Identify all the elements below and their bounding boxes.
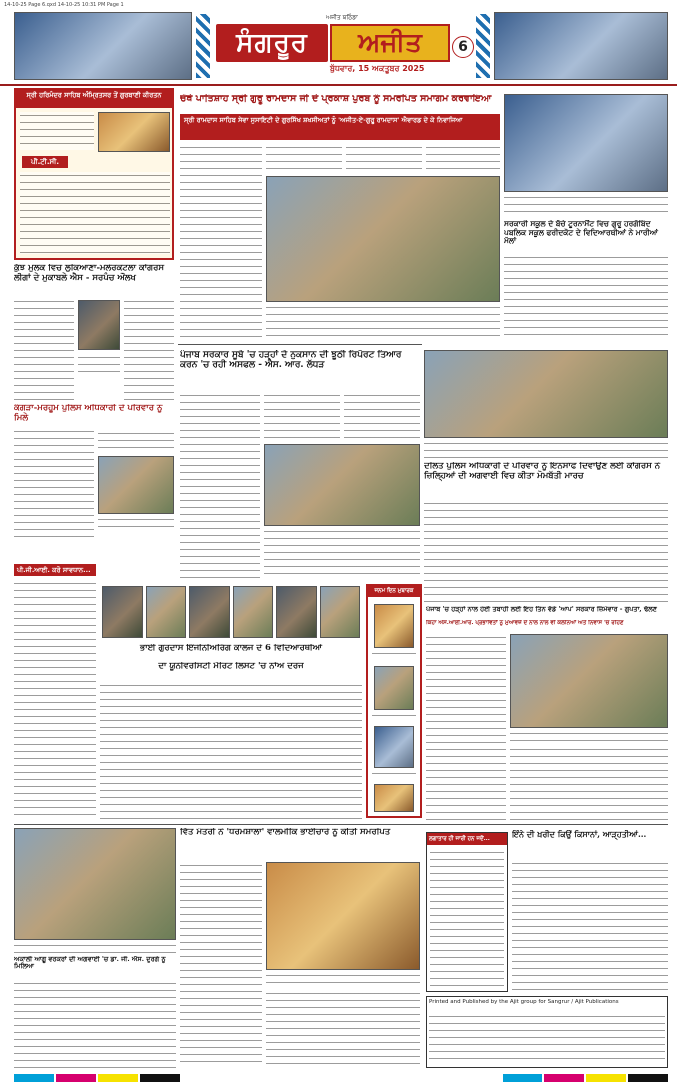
student-photo-1: [102, 586, 143, 638]
birthday-caption-1: [372, 650, 416, 660]
right3-body-1: [426, 634, 506, 824]
right2-caption: [424, 440, 668, 460]
bottom-right-tag: ਲਗਾਤਾਰ ਹੀ ਜਾਰੀ ਹਨ ਜਦੋਂ...: [427, 833, 507, 845]
top-main-photo: [266, 176, 500, 302]
left2-photo: [98, 456, 174, 514]
title-right: ਅਜੀਤ: [330, 24, 450, 62]
right3-caption: [510, 730, 668, 742]
center-flood-caption: [264, 528, 420, 578]
bottom-right-tag-box: [426, 832, 508, 992]
student-photo-5: [276, 586, 317, 638]
bottom-right-tag-body: [430, 849, 504, 987]
top-main-subhead: ਸ੍ਰੀ ਰਾਮਦਾਸ ਸਾਹਿਬ ਸੇਵਾ ਸੁਸਾਇਟੀ ਦੇ ਗੁਰਸਿੱਖ ਸ਼ਖਸੀਅਤਾਂ ਨੂੰ 'ਅਜੀਤ-ਏ-ਗੁਰੂ ਰਾਮਦਾਸ' ਐਵਾਰਡ ਦੇ ਕੇ ਨਿਵਾਜਿਆ: [180, 114, 500, 140]
top-main-caption: [266, 304, 500, 342]
birthday-photo-4: [374, 784, 414, 812]
right3-body-2: [510, 746, 668, 824]
imprint-body: [429, 1013, 665, 1065]
birthday-label: ਜਨਮ ਦਿਨ ਮੁਬਾਰਕ: [368, 586, 420, 597]
paper-tag: ਅਜੀਤ ਬਠਿੰਡਾ: [326, 14, 358, 21]
ad-title: ਸ੍ਰੀ ਹਰਿਮੰਦਰ ਸਾਹਿਬ ਅੰਮ੍ਰਿਤਸਰ ਤੋਂ ਗੁਰਬਾਣੀ ਕੀਰਤਨ: [16, 90, 172, 108]
student-photo-6: [320, 586, 361, 638]
bottom-left-headline: ਅਕਾਲੀ ਆਗੂ ਵਰਕਰਾਂ ਦੀ ਅਗਵਾਈ 'ਚ ਡਾ. ਜੀ. ਐਸ. ਦੁਰਗੇ ਨੂੰ ਮਿਲਿਆ: [14, 956, 166, 971]
right2-headline: ਦਲਿਤ ਪੁਲਿਸ ਅਧਿਕਾਰੀ ਦੇ ਪਰਿਵਾਰ ਨੂੰ ਇਨਸਾਫ ਦਿਵਾਉਣ ਲਈ ਕਾਂਗਰਸ ਨੇ ਜ਼ਿਲ੍ਹਿਆਂ ਦੀ ਅਗਵਾਈ ਵਿਚ ਕੀਤਾ ਮੋਮਬੱਤੀ ਮਾਰਚ: [424, 462, 661, 481]
top-main-body-3: [346, 144, 422, 172]
birthday-photo-2: [374, 666, 414, 710]
student-photo-4: [233, 586, 274, 638]
bottom-left-body: [14, 980, 176, 1068]
cmyk-cyan-2: [503, 1074, 543, 1082]
bottom-left-photo: [14, 828, 176, 940]
masthead: [0, 0, 677, 86]
bottom-center-body-1: [180, 862, 262, 1068]
left2-headline: ਕੰਗੜਾ-ਮਰਹੂਮ ਪੁਲਿਸ ਅਧਿਕਾਰੀ ਦੇ ਪਰਿਵਾਰ ਨੂੰ ਮਿਲੇ: [14, 404, 163, 423]
cmyk-black-2: [628, 1074, 668, 1082]
student-photo-3: [189, 586, 230, 638]
left1-photo: [78, 300, 120, 350]
issue-date: ਬੁੱਧਵਾਰ, 15 ਅਕਤੂਬਰ 2025: [330, 64, 425, 73]
bottom-center-caption: [266, 972, 420, 986]
birthday-caption-3: [372, 770, 416, 780]
college-headline-2: ਦਾ ਯੂਨੀਵਰਸਿਟੀ ਮੈਰਿਟ ਲਿਸਟ 'ਚ ਨਾਂਅ ਦਰਜ: [158, 662, 304, 671]
divider-mid: [178, 344, 422, 345]
left1-caption: [78, 354, 120, 374]
ad-photo: [98, 112, 170, 152]
bottom-center-headline: ਵਿੱਤ ਮੰਤਰੀ ਨੇ 'ਧਰਮਸ਼ਾਲਾ' ਵਾਲਮੀਕਿ ਭਾਈਚਾਰੇ ਨੂੰ ਕੀਤੀ ਸਮਰਪਿਤ: [180, 828, 391, 837]
birthday-box: [366, 584, 422, 818]
masthead-ornament-left: [196, 14, 210, 78]
bottom-right-body: [512, 860, 668, 992]
page-number: 6: [452, 36, 474, 58]
right1-body: [504, 254, 668, 340]
right3-headline: ਪੰਜਾਬ 'ਚ ਹੜ੍ਹਾਂ ਨਾਲ ਹੋਈ ਤਬਾਹੀ ਲਈ ਇਹ ਤਿੰਨ ਵੱਡੇ 'ਆਪ' ਸਰਕਾਰ ਜ਼ਿੰਮੇਵਾਰ - ਗੁਪਤਾ, ਢੱਲਣ: [426, 606, 657, 613]
center-flood-photo: [264, 444, 420, 526]
student-photo-2: [146, 586, 187, 638]
masthead-photo-left: [14, 12, 192, 80]
cmyk-yellow-2: [586, 1074, 626, 1082]
left2-caption: [98, 516, 174, 530]
college-headline-1: ਭਾਈ ਗੁਰਦਾਸ ਇੰਜੀਨੀਅਰਿੰਗ ਕਾਲਜ ਦੇ 6 ਵਿਦਿਆਰਥੀਆਂ: [139, 644, 323, 653]
center-flood-body-3: [344, 392, 420, 440]
left1-headline: ਕੁੱਝ ਮੁਲਕ ਵਿਚ ਲੁਕਿਆਣਾ-ਮਲੇਰਕੋਟਲਾ ਕਾਂਗਰਸ ਲੀਗਾਂ ਦੇ ਮੁਕਾਬਲੇ ਐਸ - ਸਰਪੰਚ ਔਲਖ: [14, 264, 165, 283]
birthday-caption-2: [372, 712, 416, 722]
left1-body2: [124, 298, 174, 400]
left2-body: [14, 428, 94, 538]
right1-caption: [504, 194, 668, 218]
top-main-body-1: [180, 144, 262, 340]
top-main-body-4: [426, 144, 500, 172]
right2-photo: [424, 350, 668, 438]
imprint-box: [426, 996, 668, 1068]
ad-box: [14, 88, 174, 260]
left2-body2: [98, 430, 174, 452]
center-flood-body-1: [180, 392, 260, 578]
cmyk-yellow: [98, 1074, 138, 1082]
pgi-tag: ਪੀ.ਜੀ.ਆਈ. ਕਰੋ ਸਾਵਧਾਨ...: [14, 564, 96, 576]
right2-body: [424, 500, 668, 602]
birthday-photo-1: [374, 604, 414, 648]
imprint-text: Printed and Published by the Ajit group for Sangrur / Ajit Publications: [429, 999, 619, 1005]
bottom-left-caption: [14, 942, 176, 954]
right1-photo: [504, 94, 668, 192]
print-slug: 14-10-25 Page 6.qxd 14-10-25 10:31 PM Page 1: [4, 2, 124, 8]
college-body: [100, 682, 362, 820]
cmyk-magenta-2: [544, 1074, 584, 1082]
bottom-center-photo: [266, 862, 420, 970]
right1-headline: ਸਰਕਾਰੀ ਸਕੂਲ ਦੇ ਬੱਚੇ ਟੂਰਨਾਮੈਂਟ ਵਿਚ ਗੁਰੂ ਹਰਗੋਬਿੰਦ ਪਬਲਿਕ ਸਕੂਲ ਫਰੀਦਕੋਟ ਦੇ ਵਿਦਿਆਰਥੀਆਂ ਨੇ ਮਾਰੀਆਂ ਮੱਲਾਂ: [504, 220, 658, 246]
college-photo-strip: [100, 584, 362, 640]
cmyk-magenta: [56, 1074, 96, 1082]
masthead-photo-right: [494, 12, 668, 80]
birthday-photo-3: [374, 726, 414, 768]
center-flood-body-2: [264, 392, 340, 440]
cmyk-black: [140, 1074, 180, 1082]
bottom-right-headline: ਇੰਨੇ ਦੀ ਖ਼ਰੀਦ ਕਿਉਂ ਕਿਸਾਨਾਂ, ਆੜ੍ਹਤੀਆਂ...: [512, 830, 647, 839]
ad-text: [20, 112, 94, 150]
bottom-center-body-2: [266, 990, 420, 1068]
left1-body: [14, 298, 74, 400]
masthead-ornament-right: [476, 14, 490, 78]
cmyk-cyan: [14, 1074, 54, 1082]
right3-photo: [510, 634, 668, 728]
divider-bottom: [14, 824, 668, 825]
title-left: ਸੰਗਰੂਰ: [216, 24, 328, 62]
ad-label: ਪੀ.ਟੀ.ਸੀ.: [22, 156, 68, 168]
ad-body: [20, 172, 170, 254]
right3-subhead: ਕਿਹਾ ਐਸ.ਆਈ.ਆਰ. ਪ੍ਰਭਾਵਿਤਾਂ ਨੂੰ ਮੁਆਵਜ਼ੇ ਦੇ ਨਾਲ ਨਾਲ ਵੀ ਕਲੋਨਿਆਂ ਅਤੇ ਨਿਵਾਸ 'ਚ ਰਹਿਣ: [426, 620, 624, 626]
color-bar: [14, 1074, 668, 1082]
center-flood-headline: ਪੰਜਾਬ ਸਰਕਾਰ ਸੂਬੇ 'ਚ ਹੜ੍ਹਾਂ ਦੇ ਨੁਕਸਾਨ ਦੀ ਝੂਠੀ ਰਿਪੋਰਟ ਤਿਆਰ ਕਰਨ 'ਚ ਰਹੀ ਅਸਫਲ - ਐਸ. ਆਰ. ਲੱਧੜ: [180, 350, 402, 371]
pgi-body: [14, 580, 96, 820]
top-main-headline: ਚੌਥੇ ਪਾਤਿਸ਼ਾਹ ਸ੍ਰੀ ਗੁਰੂ ਰਾਮਦਾਸ ਜੀ ਦੇ ਪ੍ਰਕਾਸ਼ ਪੁਰਬ ਨੂੰ ਸਮਰਪਿਤ ਸਮਾਗਮ ਕਰਵਾਇਆ: [180, 94, 492, 104]
top-main-body-2: [266, 144, 342, 172]
